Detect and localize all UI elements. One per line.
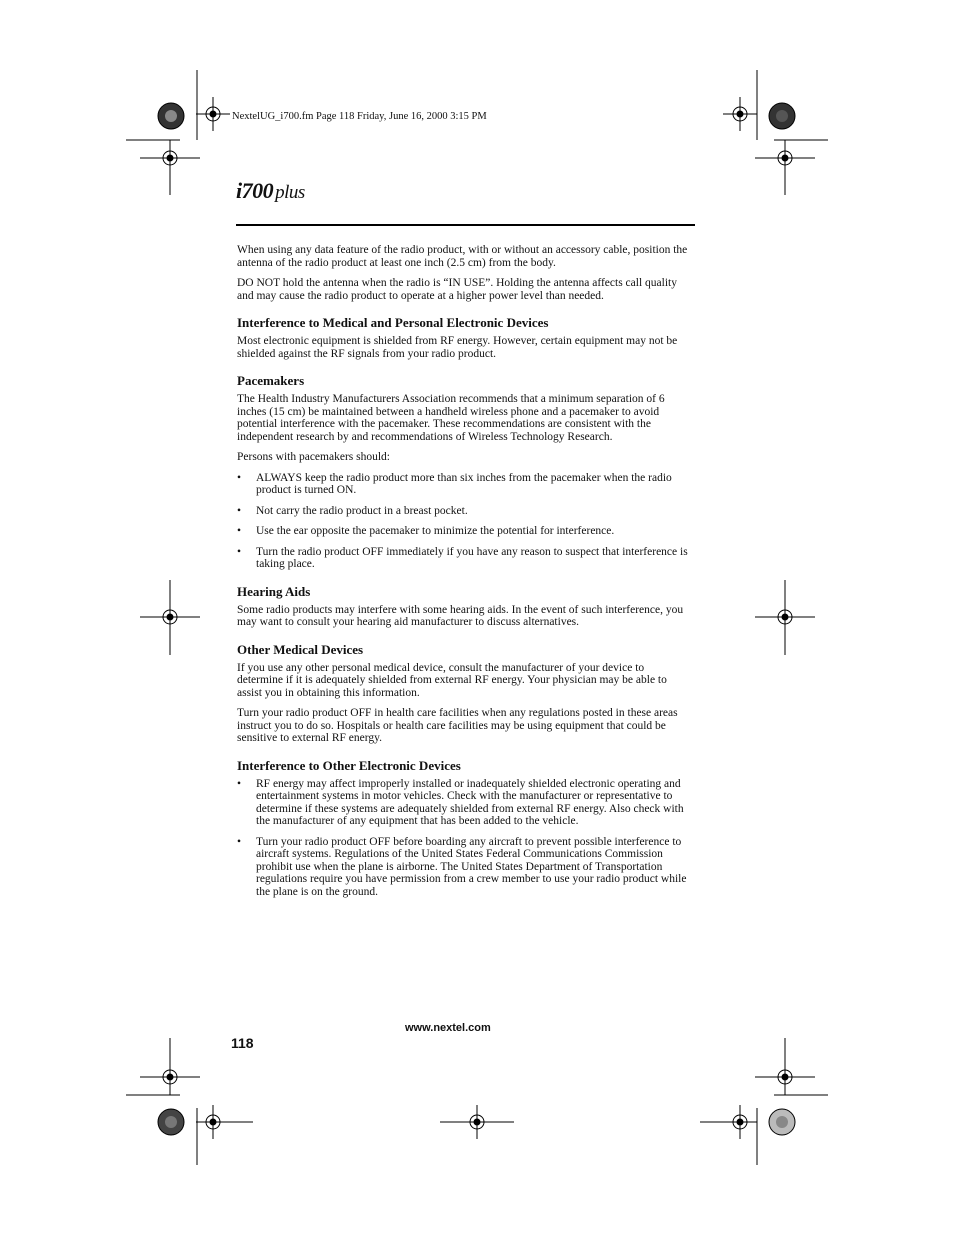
- list-item: [237, 472, 689, 497]
- list-item-text: Use the ear opposite the pacemaker to minimize the potential for interference.: [256, 525, 615, 537]
- logo-suffix: plus: [275, 182, 305, 203]
- paragraph-antenna-hold: DO NOT hold the antenna when the radio is “IN USE”. Holding the antenna affects call quality and may cause the radio product to operate at a higher power level than needed.: [237, 277, 677, 302]
- logo-main: i700: [236, 178, 274, 203]
- list-item-text: Turn your radio product OFF before boarding any aircraft to prevent possible interference to aircraft systems. Regulations of the United States Federal Communications Commission prohibit use when the plane is airborne. The United States Department of Transportation regulations require you have permission from a crew member to use your radio product while the plane is on the ground.: [256, 835, 687, 898]
- heading-other-medical: Other Medical Devices: [237, 641, 364, 657]
- paragraph-other-medical-1: If you use any other personal medical device, consult the manufacturer of your device to determine if it is adequately shielded from external RF energy. Your physician may be able to assist you in obtaining this information.: [237, 661, 667, 699]
- footer-url: www.nextel.com: [405, 1022, 491, 1034]
- paragraph-other-medical-2: Turn your radio product OFF in health care facilities when any regulations posted in these areas instruct you to do so. Hospitals or health care facilities may be using equipment that could be sensitive to external RF energy.: [237, 707, 678, 744]
- list-item: [237, 778, 689, 828]
- list-item: [237, 546, 689, 571]
- product-logo: [236, 178, 305, 204]
- interference-other-list: [237, 778, 689, 899]
- heading-interference-medical: Interference to Medical and Personal Electronic Devices: [237, 315, 549, 330]
- paragraph-pacemakers: The Health Industry Manufacturers Association recommends that a minimum separation of 6 inches (15 cm) be maintained between a handheld wireless phone and a pacemaker to avoid potential interference with the pacemaker. These recommendations are consistent with the independent research by and recommendations of Wireless Technology Research.: [237, 393, 665, 443]
- page-content: [237, 244, 689, 906]
- file-slug-line: NextelUG_i700.fm Page 118 Friday, June 16, 2000 3:15 PM: [232, 111, 487, 122]
- paragraph-interference-medical: Most electronic equipment is shielded from RF energy. However, certain equipment may not be shielded against the RF signals from your radio product.: [237, 335, 678, 360]
- list-item-text: ALWAYS keep the radio product more than six inches from the pacemaker when the radio product is turned ON.: [256, 471, 672, 496]
- header-rule: [236, 224, 695, 226]
- bullet-glyph: •: [237, 835, 242, 848]
- bullet-glyph: •: [237, 504, 242, 517]
- pacemaker-list: [237, 472, 689, 571]
- bullet-glyph: •: [237, 545, 242, 558]
- list-item-text: Not carry the radio product in a breast pocket.: [256, 504, 468, 517]
- page-number: 118: [231, 1035, 254, 1051]
- list-item: [237, 525, 689, 538]
- paragraph-hearing-aids: Some radio products may interfere with some hearing aids. In the event of such interference, you may want to consult your hearing aid manufacturer to discuss alternatives.: [237, 603, 684, 628]
- heading-interference-other: Interference to Other Electronic Devices: [237, 757, 461, 773]
- list-item: [237, 505, 689, 518]
- list-item-text: Turn the radio product OFF immediately if you have any reason to suspect that interference is taking place.: [256, 545, 688, 570]
- paragraph-antenna-position: When using any data feature of the radio product, with or without an accessory cable, position the antenna of the radio product at least one inch (2.5 cm) from the body.: [237, 244, 688, 269]
- paragraph-pacemakers-should: Persons with pacemakers should:: [237, 451, 390, 463]
- bullet-glyph: •: [237, 525, 242, 537]
- bullet-glyph: •: [237, 777, 242, 790]
- list-item-text: RF energy may affect improperly installed or inadequately shielded electronic operating and entertainment systems in motor vehicles. Check with the manufacturer or representative to determine if these systems are adequately shielded from external RF energy. Also check with the manufacturer of any equipment that has been added to the vehicle.: [256, 777, 684, 827]
- bullet-glyph: •: [237, 471, 242, 484]
- heading-pacemakers: Pacemakers: [237, 373, 305, 388]
- heading-hearing-aids: Hearing Aids: [237, 583, 311, 599]
- list-item: [237, 836, 689, 899]
